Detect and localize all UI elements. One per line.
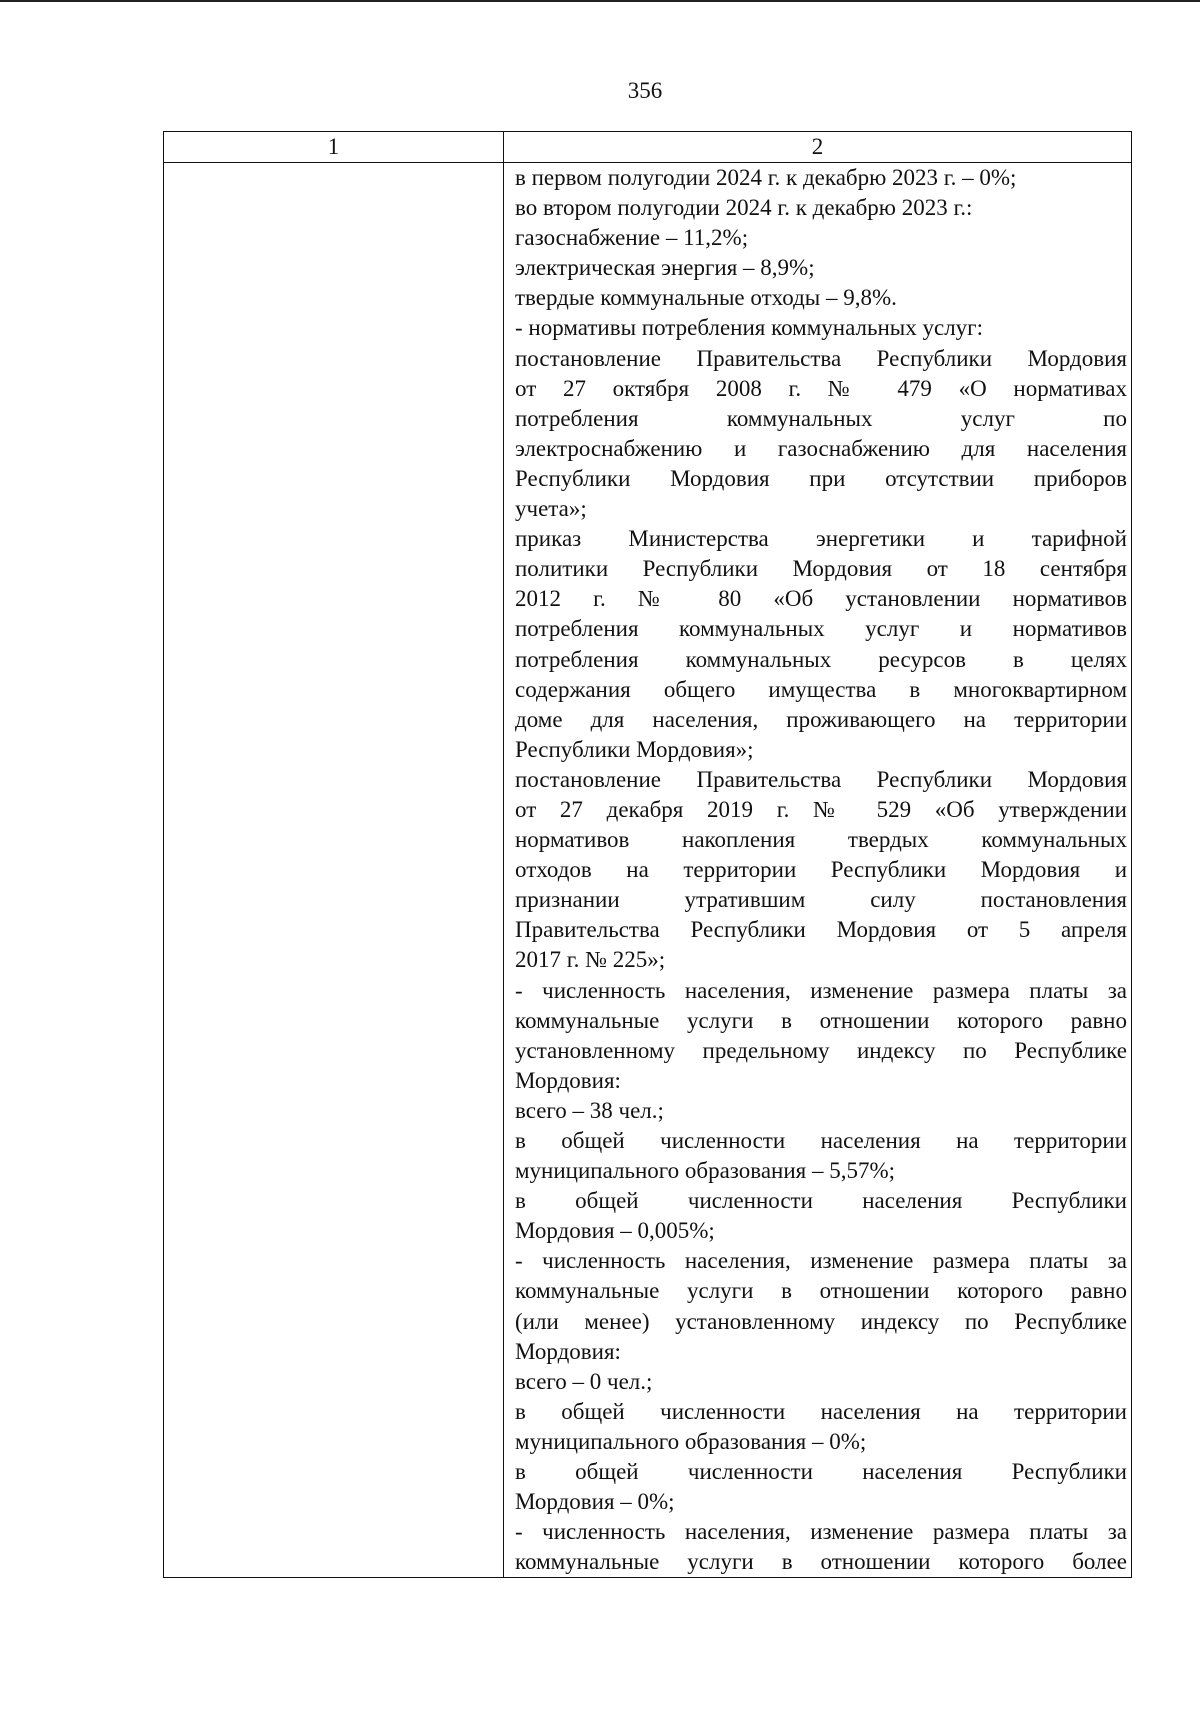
text-line: доме для населения, проживающего на территории bbox=[515, 706, 1127, 732]
text-line: от 27 декабря 2019 г. № 529 «Об утверждении bbox=[515, 796, 1127, 822]
text-line: муниципального образования – 5,57%; bbox=[515, 1158, 896, 1184]
text-line: отходов на территории Республики Мордовия и bbox=[515, 857, 1127, 883]
text-line: - численность населения, изменение размера платы за bbox=[515, 1248, 1127, 1274]
text-line: Мордовия – 0%; bbox=[515, 1489, 675, 1515]
text-line: в первом полугодии 2024 г. к декабрю 2023 г. – 0%; bbox=[515, 165, 1017, 190]
text-line: содержания общего имущества в многоквартирном bbox=[515, 676, 1127, 702]
text-line: учета»; bbox=[515, 496, 587, 522]
text-line: Мордовия – 0,005%; bbox=[515, 1218, 715, 1244]
text-line: 2012 г. № 80 «Об установлении нормативов bbox=[515, 586, 1127, 612]
text-line: муниципального образования – 0%; bbox=[515, 1428, 867, 1454]
text-line: газоснабжение – 11,2%; bbox=[515, 225, 749, 251]
page-number: 356 bbox=[627, 78, 663, 103]
text-line: нормативов накопления твердых коммунальных bbox=[515, 827, 1127, 853]
text-line: Республики Мордовия»; bbox=[515, 736, 754, 762]
text-line: 2017 г. № 225»; bbox=[515, 947, 666, 973]
table-row bbox=[164, 163, 1132, 1578]
text-line: - нормативы потребления коммунальных услуг: bbox=[515, 315, 983, 341]
text-line: всего – 38 чел.; bbox=[515, 1097, 664, 1123]
column-1-header: 1 bbox=[164, 132, 504, 163]
text-line: во втором полугодии 2024 г. к декабрю 2023 г.: bbox=[515, 195, 973, 221]
text-line: коммунальные услуги в отношении которого более bbox=[515, 1549, 1127, 1575]
text-line: электрическая энергия – 8,9%; bbox=[515, 255, 815, 281]
text-line: электроснабжению и газоснабжению для населения bbox=[515, 435, 1127, 461]
text-line: в общей численности населения Республики bbox=[515, 1459, 1127, 1485]
table-header-row bbox=[164, 132, 1132, 163]
text-line: от 27 октября 2008 г. № 479 «О нормативах bbox=[515, 375, 1127, 401]
text-line: признании утратившим силу постановления bbox=[515, 887, 1127, 913]
text-line: потребления коммунальных ресурсов в целях bbox=[515, 646, 1127, 672]
text-line: (или менее) установленному индексу по Республике bbox=[515, 1308, 1127, 1334]
text-line: твердые коммунальные отходы – 9,8%. bbox=[515, 285, 897, 311]
text-line: в общей численности населения на территории bbox=[515, 1128, 1127, 1153]
column-2-cell bbox=[504, 163, 1132, 1578]
column-2-header: 2 bbox=[504, 132, 1132, 163]
text-line: - численность населения, изменение размера платы за bbox=[515, 977, 1127, 1003]
text-line: потребления коммунальных услуг по bbox=[515, 405, 1127, 431]
text-line: в общей численности населения Республики bbox=[515, 1188, 1127, 1214]
document-table bbox=[163, 131, 1132, 1578]
text-line: приказ Министерства энергетики и тарифной bbox=[515, 526, 1127, 552]
text-line: - численность населения, изменение размера платы за bbox=[515, 1519, 1127, 1545]
top-border-line bbox=[0, 0, 1200, 2]
text-line: Мордовия: bbox=[515, 1067, 621, 1093]
text-line: политики Республики Мордовия от 18 сентября bbox=[515, 556, 1127, 582]
text-line: Правительства Республики Мордовия от 5 апреля bbox=[515, 917, 1127, 943]
text-line: в общей численности населения на территории bbox=[515, 1398, 1127, 1424]
text-line: коммунальные услуги в отношении которого равно bbox=[515, 1278, 1127, 1304]
text-line: всего – 0 чел.; bbox=[515, 1368, 653, 1394]
text-line: постановление Правительства Республики Мордовия bbox=[515, 766, 1127, 792]
text-line: потребления коммунальных услуг и нормативов bbox=[515, 616, 1127, 642]
text-line: постановление Правительства Республики Мордовия bbox=[515, 345, 1127, 371]
text-line: Мордовия: bbox=[515, 1338, 621, 1364]
column-1-cell bbox=[164, 163, 504, 1578]
text-line: Республики Мордовия при отсутствии приборов bbox=[515, 465, 1127, 491]
text-line: установленному предельному индексу по Республике bbox=[515, 1037, 1127, 1063]
text-line: коммунальные услуги в отношении которого равно bbox=[515, 1007, 1127, 1033]
